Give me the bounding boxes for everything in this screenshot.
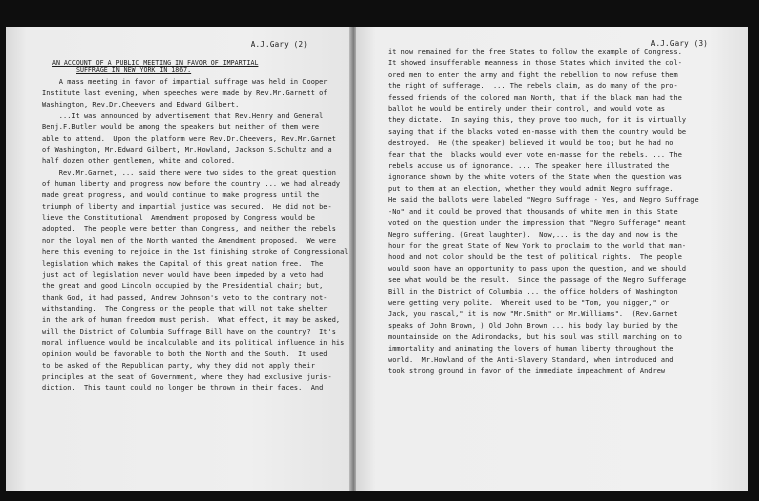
right-page [356,27,748,491]
right-page-text-line: hood and not color should be the test of political rights. The people [388,253,682,262]
left-page-text-line: half dozen other gentlemen, white and colored. [42,157,236,166]
left-page-text-line: the great and good Lincoln occupied by the Presidential chair; but, [42,282,324,291]
left-page-text-line: of Washington, Mr.Edward Gilbert, Mr.Howland, Jackson S.Schultz and a [42,146,332,155]
right-page-text-line: voted on the question under the impression that "Negro Sufferage" meant [388,219,687,228]
right-page-text-line: He said the ballots were labeled "Negro Suffrage - Yes, and Negro Suffrage [388,196,699,205]
right-page-text-line: would soon have an opportunity to pass upon the question, and we should [388,264,687,273]
right-page-text-line: were getting very polite. Whereit used to be "Tom, you nigger," or [388,298,670,307]
right-page-text-line: see what would be the result. Since the passage of the Negro Sufferage [388,276,687,285]
left-page-text-line: Washington, Rev.Dr.Cheevers and Edward Gilbert. [42,100,240,109]
right-page-text-line: Jack, you rascal," it is now "Mr.Smith" or Mr.Williams". (Rev.Garnet [388,310,678,319]
left-page-text-line: Institute last evening, when speeches were made by Rev.Mr.Garnett of [42,89,328,98]
left-page-text-line: moral influence would be incalculable and its political influence in his [42,338,345,347]
left-page-text-line: diction. This taunt could no longer be thrown in their faces. And [42,384,324,393]
right-page-text-line: fessed friends of the colored man North, that if the black man had the [388,93,682,102]
right-page-text-line: the right of sufferage. ... The rebels claim, as do many of the pro- [388,82,678,91]
left-page-text-line: Benj.F.Butler would be among the speakers but neither of them were [42,123,320,132]
left-page-text-line: here this evening to rejoice in the 1st finishing stroke of Congressional [42,248,349,257]
left-page-text-line: will the District of Columbia Suffrage Bill have on the country? It's [42,327,336,336]
right-page-text-line: saying that if the blacks voted en-masse with them the country would be [388,127,687,136]
right-page-text-line: it now remained for the free States to follow the example of Congress. [388,48,682,56]
left-page-text-line: adopted. The people were better than Congress, and neither the rebels [42,225,336,234]
right-page-text-line: ballot he would be entirely under their control, and would vote as [388,105,666,114]
right-page-text-line: ored men to enter the army and fight the rebellion to now refuse them [388,70,678,79]
left-page-text-line: Rev.Mr.Garnet, ... said there were two sides to the great question [42,168,336,177]
left-page-text-line: of human liberty and progress now before the country ... we had already [42,180,341,189]
document-heading [42,60,348,74]
left-page-text-line: opinion would be favorable to both the North and the South. It used [42,350,328,359]
right-page-text-line: fear that the blacks would ever vote en-masse for the rebels. ... The [388,150,682,159]
right-page-text-line: immortality and animating the lovers of human liberty throughout the [388,344,674,353]
left-page-text-line: principles at the seat of Government, where they had exclusive juris- [42,372,332,381]
left-page-text-line: nor the loyal men of the North wanted the Amendment proposed. We were [42,236,336,245]
right-page-text-line: rebels accuse us of ignorance. ... The speaker here illustrated the [388,162,670,171]
right-page-text-line: Bill in the District of Columbia ... the office holders of Washington [388,287,678,296]
left-page-text-line: triumph of liberty and impartial justice was secured. He did not be- [42,202,332,211]
left-page-text-line: just act of legislation never would have been impeded by a veto had [42,270,324,279]
right-page-text-line: mountainside on the Adirondacks, but his soul was still marching on to [388,333,682,342]
right-page-text-line: took strong ground in favor of the immediate impeachment of Andrew [388,367,666,376]
right-page-text-line: hour for the great State of New York to proclaim to the world that man- [388,241,687,250]
left-page-text-line: to be asked of the Republican party, why they did not apply their [42,361,315,370]
right-page-body [388,47,738,378]
right-page-text-line: It showed insufferable meanness in those States which invited the col- [388,59,682,68]
right-page-text-line: speaks of John Brown, ) Old John Brown ... his body lay buried by the [388,321,678,330]
right-page-number: A.J.Gary (3) [650,39,708,48]
left-page-text-line: withstanding. The Congress or the people that will not take shelter [42,304,328,313]
left-page [6,27,354,491]
left-page-text-line: legislation which makes the Capital of this great nation free. The [42,259,324,268]
left-page-number: A.J.Gary (2) [250,40,308,49]
left-page-text-line: able to attend. Upon the platform were Rev.Dr.Cheevers, Rev.Mr.Garnet [42,134,336,143]
right-page-text-line: destroyed. He (the speaker) believed it would be too; but he had no [388,139,674,148]
left-page-text-line: lieve the Constitutional Amendment proposed by Congress would be [42,214,315,223]
left-page-body [42,77,348,395]
right-page-text-line: Negro suffering. (Great laughter). Now,... is the day and now is the [388,230,678,239]
heading-line-1: AN ACCOUNT OF A PUBLIC MEETING IN FAVOR OF IMPARTIAL [52,59,259,67]
heading-line-2: SUFFRAGE IN NEW YORK IN 1867. [76,66,192,74]
left-page-text-line: A mass meeting in favor of impartial suffrage was held in Cooper [42,78,328,86]
right-page-text-line: put to them at an election, whether they would admit Negro suffrage. [388,184,674,193]
left-page-text-line: ...It was announced by advertisement that Rev.Henry and General [42,112,324,121]
left-page-text-line: in the ark of human freedom must perish. What effect, it may be asked, [42,316,341,325]
right-page-text-line: they dictate. In saying this, they prove too much, for it is virtually [388,116,687,125]
right-page-text-line: world. Mr.Howland of the Anti-Slavery Standard, when introduced and [388,355,674,364]
right-page-text-line: ignorance shown by the white voters of the State when the question was [388,173,682,182]
right-page-text-line: -No" and it could be proved that thousands of white men in this State [388,207,678,216]
left-page-text-line: thank God, it had passed, Andrew Johnson's veto to the contrary not- [42,293,328,302]
left-page-text-line: made great progress, and would continue to make progress until the [42,191,320,200]
